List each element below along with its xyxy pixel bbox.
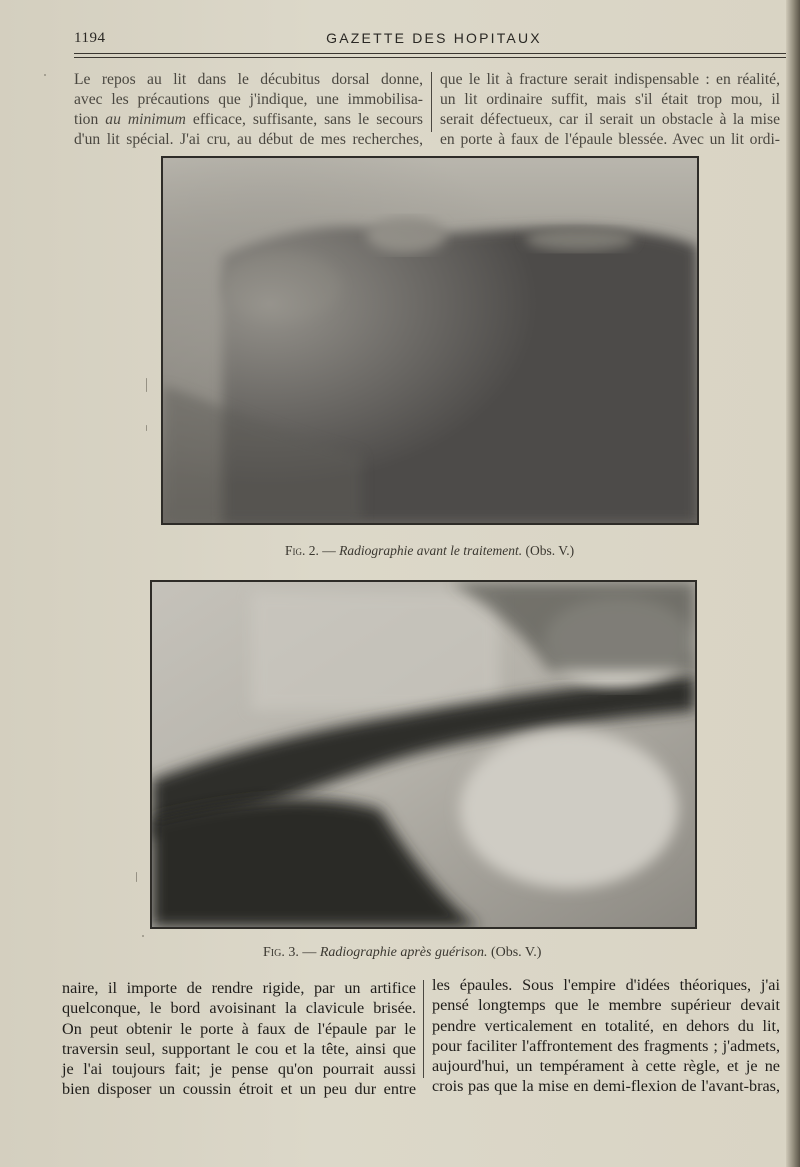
text-line: aujourd'hui, un tempérament à cette règle, et je ne — [432, 1057, 780, 1076]
page-number: 1194 — [74, 30, 106, 46]
text-line: en porte à faux de l'épaule blessée. Avec un lit ordi- — [440, 131, 780, 148]
figure-label: Fig. 2. — [285, 543, 319, 558]
text-line: les épaules. Sous l'empire d'idées théoriques, j'ai — [432, 976, 780, 994]
text-line: d'un lit spécial. J'ai cru, au début de mes recherches, — [74, 131, 423, 148]
caption-dash: — — [318, 543, 340, 558]
figure-3-caption — [263, 945, 541, 961]
header-rule-double — [74, 57, 786, 58]
text-line: traversin seul, supportant le cou et la tête, ainsi que — [62, 1039, 416, 1058]
figure-reference: (Obs. V.) — [487, 945, 542, 960]
figure-label: Fig. 3. — [263, 945, 299, 960]
text-fragment: efficace, suffisante, sans le secours — [185, 111, 423, 128]
radiograph-after-healing — [150, 580, 697, 929]
text-fragment: tion — [74, 111, 106, 128]
figure-2-caption — [285, 543, 574, 559]
paper-speck — [142, 935, 144, 937]
text-column-top-right — [440, 70, 780, 150]
page-header — [74, 30, 786, 52]
paper-speck — [44, 74, 46, 76]
paper-speck — [136, 872, 137, 882]
text-line: que le lit à fracture serait indispensable : en réalité, — [440, 71, 780, 88]
text-line: avec les précautions que j'indique, une immobilisa- — [74, 91, 423, 108]
column-divider — [431, 72, 432, 132]
figure-title: Radiographie avant le traitement. — [339, 543, 523, 558]
radiograph-image — [163, 158, 697, 523]
text-line: pendre verticalement en totalité, en dehors du lit, — [432, 1016, 780, 1035]
text-line: crois pas que la mise en demi-flexion de l'avant-bras, — [432, 1077, 780, 1096]
figure-reference: (Obs. V.) — [522, 543, 575, 558]
text-line: quelconque, le bord avoisinant la clavicule brisée. — [62, 999, 416, 1018]
text-line: pour faciliter l'affrontement des fragments ; j'admets, — [432, 1036, 780, 1055]
text-line: pensé longtemps que le membre supérieur devait — [432, 996, 780, 1015]
text-line: naire, il importe de rendre rigide, par un artifice — [62, 979, 416, 997]
text-line: Le repos au lit dans le décubitus dorsal donne, — [74, 71, 423, 88]
radiograph-image — [152, 582, 695, 927]
radiograph-before-treatment — [161, 156, 699, 525]
column-divider — [423, 980, 424, 1078]
text-line-mixed — [74, 110, 423, 130]
caption-dash: — — [298, 945, 320, 960]
text-column-bottom-right — [432, 975, 780, 1097]
text-column-bottom-left — [62, 978, 416, 1100]
text-fragment-italic: au minimum — [105, 111, 186, 128]
paper-speck — [146, 425, 147, 431]
text-line: serait défectueux, car il serait un obstacle à la mise — [440, 111, 780, 128]
text-line: On peut obtenir le porte à faux de l'épaule par le — [62, 1019, 416, 1038]
running-title: GAZETTE DES HOPITAUX — [326, 30, 542, 46]
paper-speck — [146, 378, 147, 392]
text-line: bien disposer un coussin étroit et un peu dur entre — [62, 1080, 416, 1099]
text-line: un lit ordinaire suffit, mais s'il était trop mou, il — [440, 91, 780, 108]
text-line: je l'ai toujours fait; je pense qu'on pourrait aussi — [62, 1060, 416, 1079]
figure-title: Radiographie après guérison. — [319, 945, 488, 960]
text-column-top-left — [74, 70, 423, 150]
header-rule — [74, 53, 786, 54]
page-binding-edge — [786, 0, 800, 1167]
